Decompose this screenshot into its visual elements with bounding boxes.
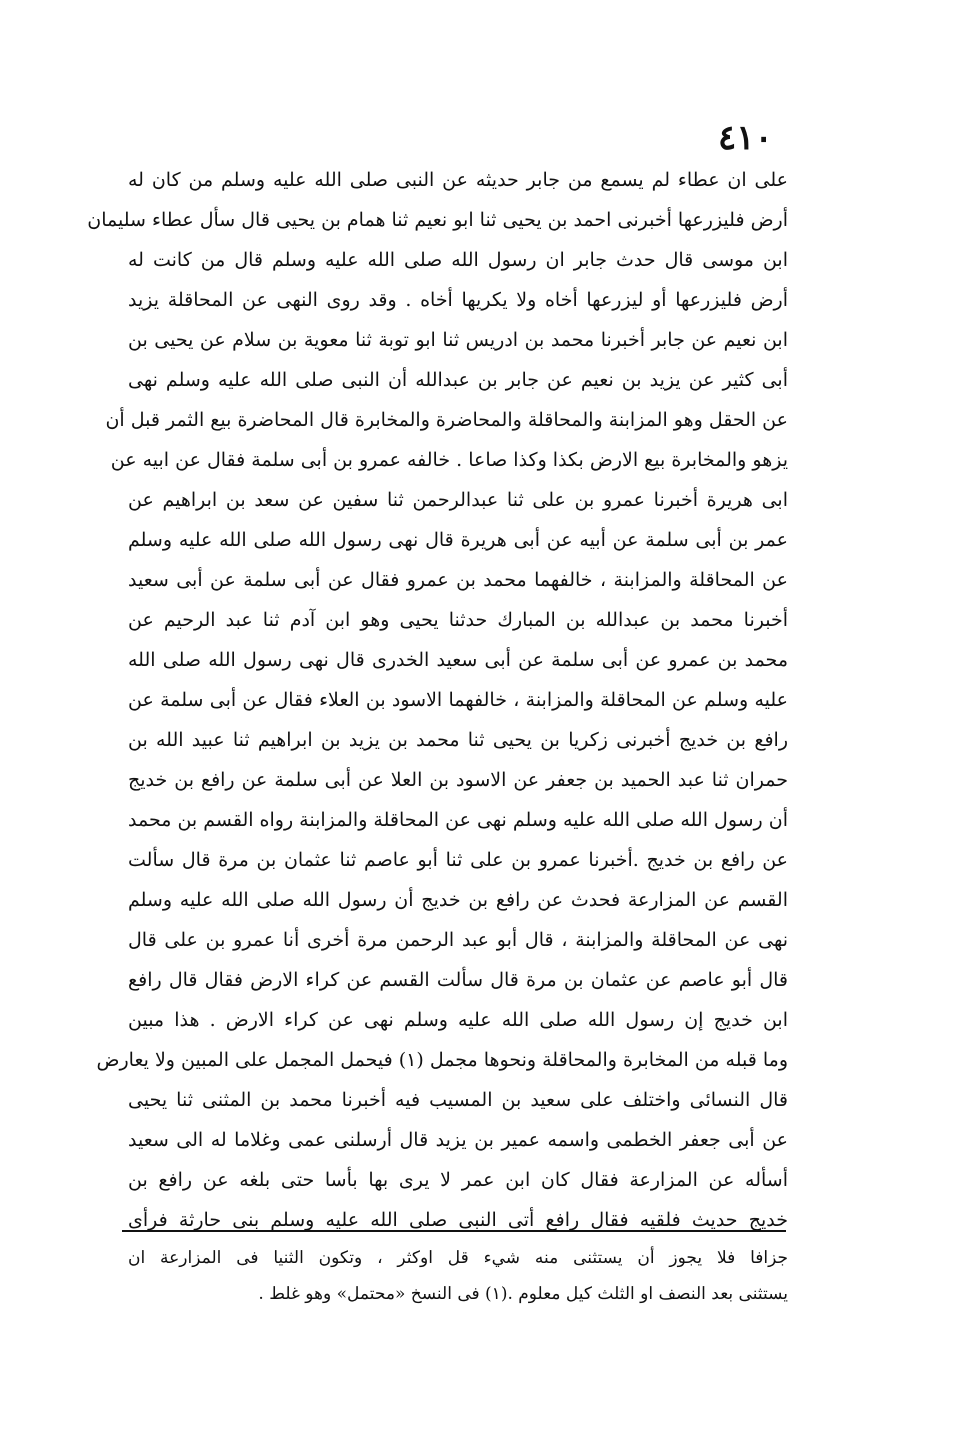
text-line: أن رسول الله صلى الله عليه وسلم نهى عن المحاقلة والمزابنة رواه القسم بن محمد	[128, 809, 788, 831]
text-line: أرض فليزرعها أخبرنى احمد بن يحيى ثنا ابو نعيم ثنا همام بن يحيى قال سأل عطاء سليمان	[87, 209, 788, 231]
text-line: نهى عن المحاقلة والمزابنة ، قال أبو عبد الرحمن مرة أخرى أنا عمرو بن على قال	[128, 929, 788, 951]
text-line: ابن خديج إن رسول الله صلى الله عليه وسلم نهى عن كراء الارض . هذا مبين	[128, 1009, 788, 1031]
text-line: على ان عطاء لم يسمع من جابر حديثه عن النبى صلى الله عليه وسلم من كان له	[128, 169, 788, 191]
text-line: يزهو والمخابرة بيع الارض بكذا وكذا صاعا . خالفه عمرو بن أبى سلمة فقال عن ابيه عن	[110, 449, 788, 471]
text-line: محمد بن عمرو عن أبى سلمة عن أبى سعيد الخدرى قال نهى رسول الله صلى الله	[128, 649, 788, 671]
text-line: خديج حديث فلقيه فقال رافع أتى النبى صلى الله عليه وسلم بنى حارثة فرأى	[128, 1209, 788, 1231]
main-text	[87, 160, 788, 1240]
footnote-line: يستثنى بعد النصف او الثلث كيل معلوم .(١) فى النسخ «محتمل» وهو غلط .	[258, 1284, 788, 1304]
text-line: ابن نعيم عن جابر أخبرنا محمد بن ادريس ثنا ابو توبة ثنا معوية بن سلام عن يحيى بن	[128, 329, 788, 351]
text-line: عمر بن أبى سلمة عن أبيه عن أبى هريرة قال نهى رسول الله صلى الله عليه وسلم	[128, 529, 788, 551]
text-line: عن رافع بن خديج .أخبرنا عمرو بن على ثنا أبو عاصم ثنا عثمان بن مرة قال سألت	[128, 849, 788, 871]
text-line: عن أبى جعفر الخطمى واسمه عمير بن يزيد قال أرسلنى عمى وغلاما له الى سعيد	[128, 1129, 788, 1151]
text-line: ابن موسى قال حدث جابر ان رسول الله صلى الله عليه وسلم قال من كانت له	[128, 249, 788, 271]
text-line: أرض فليزرعها أو ليزرعها أخاه ولا يكريها أخاه . وقد روى النهى عن المحاقلة يزيد	[128, 289, 788, 311]
text-line: أبى كثير عن يزيد بن نعيم عن جابر بن عبدالله أن النبى صلى الله عليه وسلم نهى	[128, 369, 788, 391]
text-line: قال النسائى واختلف على سعيد بن المسيب فيه أخبرنا محمد بن المثنى ثنا يحيى	[128, 1089, 788, 1111]
text-line: عن المحاقلة والمزابنة ، خالفهما محمد بن عمرو فقال عن أبى سلمة عن أبى سعيد	[128, 569, 788, 591]
text-line: قال أبو عاصم عن عثمان بن مرة قال سألت القسم عن كراء الارض فقال قال رافع	[128, 969, 788, 991]
text-line: عن الحقل وهو المزابنة والمحاقلة والمحاضرة والمخابرة قال المحاضرة بيع الثمر قبل أن	[105, 409, 788, 431]
text-line: أسأله عن المزارعة فقال كان ابن عمر لا يرى بها بأسا حتى بلغه عن رافع بن	[128, 1169, 788, 1191]
page-number: ٤١٠	[718, 118, 773, 158]
text-line: وما قبله من المخابرة والمحاقلة ونحوها مجمل (١) فيحمل المجمل على المبين ولا يعارض	[96, 1049, 788, 1071]
text-line: القسم عن المزارعة فحدث عن رافع بن خديج أن رسول الله صلى الله عليه وسلم	[128, 889, 788, 911]
text-line: رافع بن خديج أخبرنى زكريا بن يحيى ثنا محمد بن يزيد بن ابراهيم ثنا عبيد الله بن	[128, 729, 788, 751]
footnote-divider	[122, 1230, 786, 1232]
footnotes	[128, 1240, 788, 1312]
text-line: أخبرنا محمد بن عبدالله بن المبارك حدثنا يحيى وهو ابن آدم ثنا عبد الرحيم عن	[128, 609, 788, 631]
text-line: ابى هريرة أخبرنا عمرو بن على ثنا عبدالرحمن ثنا سفين عن سعد بن ابراهيم عن	[128, 489, 788, 511]
text-line: عليه وسلم عن المحاقلة والمزابنة ، خالفهما الاسود بن العلاء فقال عن أبى سلمة عن	[128, 689, 788, 711]
text-line: حمران ثنا عبد الحميد بن جعفر عن الاسود بن العلا عن أبى سلمة عن رافع بن خديج	[128, 769, 788, 791]
footnote-line: جزافا فلا يجوز أن يستثنى منه شيء قل اوكثر ، وتكون الثنيا فى المزارعة ان	[128, 1248, 788, 1268]
